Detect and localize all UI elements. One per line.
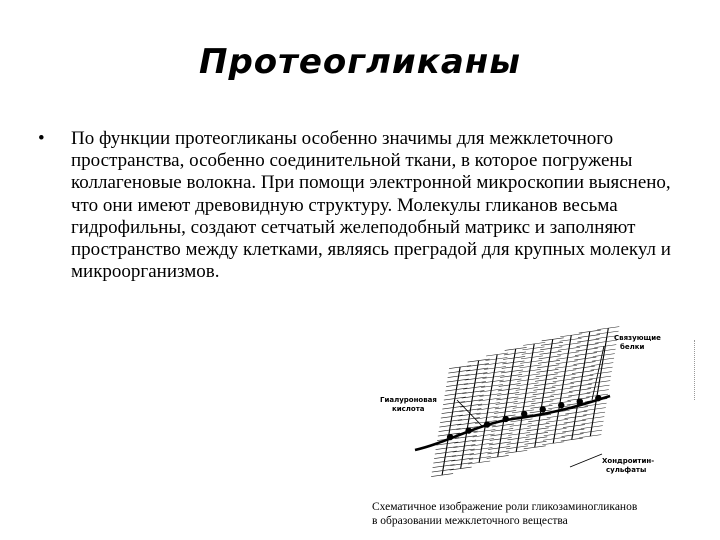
figure-caption-line1: Схематичное изображение роли гликозаминогликанов [372,501,638,513]
binding-proteins-label-1: Связующие [614,334,661,342]
binding-protein-dot [577,398,583,404]
binding-proteins-label-2: белки [620,343,645,351]
binding-protein-dot [465,427,471,433]
figure-caption [372,500,712,528]
proteoglycan-diagram-svg [370,322,700,490]
bullet-text: По функции протеогликаны особенно значимы для межклеточного пространства, особенно соединительной ткани, в которое погружены коллагеновые волокна. При помощи электронной микроскопии выяснено, что они имеют древовидную структуру. Молекулы гликанов весьма гидрофильны, создают сетчатый желеподобный матрикс и заполняют пространство между клетками, являясь преградой для крупных молекул и микроорганизмов. [71,128,671,283]
binding-protein-dot [595,395,601,401]
slide-title: Протеогликаны [198,42,522,82]
binding-protein-dot [447,434,453,440]
binding-protein-dot [521,411,527,417]
binding-protein-dot [558,402,564,408]
binding-protein-dot [540,406,546,412]
hyaluronic-label-2: кислота [392,405,425,413]
hyaluronic-pointer [457,400,482,426]
binding-protein-dot [484,421,490,427]
hyaluronic-label-1: Гиалуроновая [380,396,437,404]
chondroitin-label-2: сульфаты [606,466,647,474]
proteoglycan-diagram [370,322,700,490]
scan-edge-mark [694,340,701,400]
chondroitin-label-1: Хондроитин- [602,457,655,465]
binding-protein-dot [502,416,508,422]
figure-caption-line2: в образовании межклеточного вещества [372,515,568,527]
bullet-marker: • [38,128,45,149]
chondroitin-pointer [570,454,602,467]
